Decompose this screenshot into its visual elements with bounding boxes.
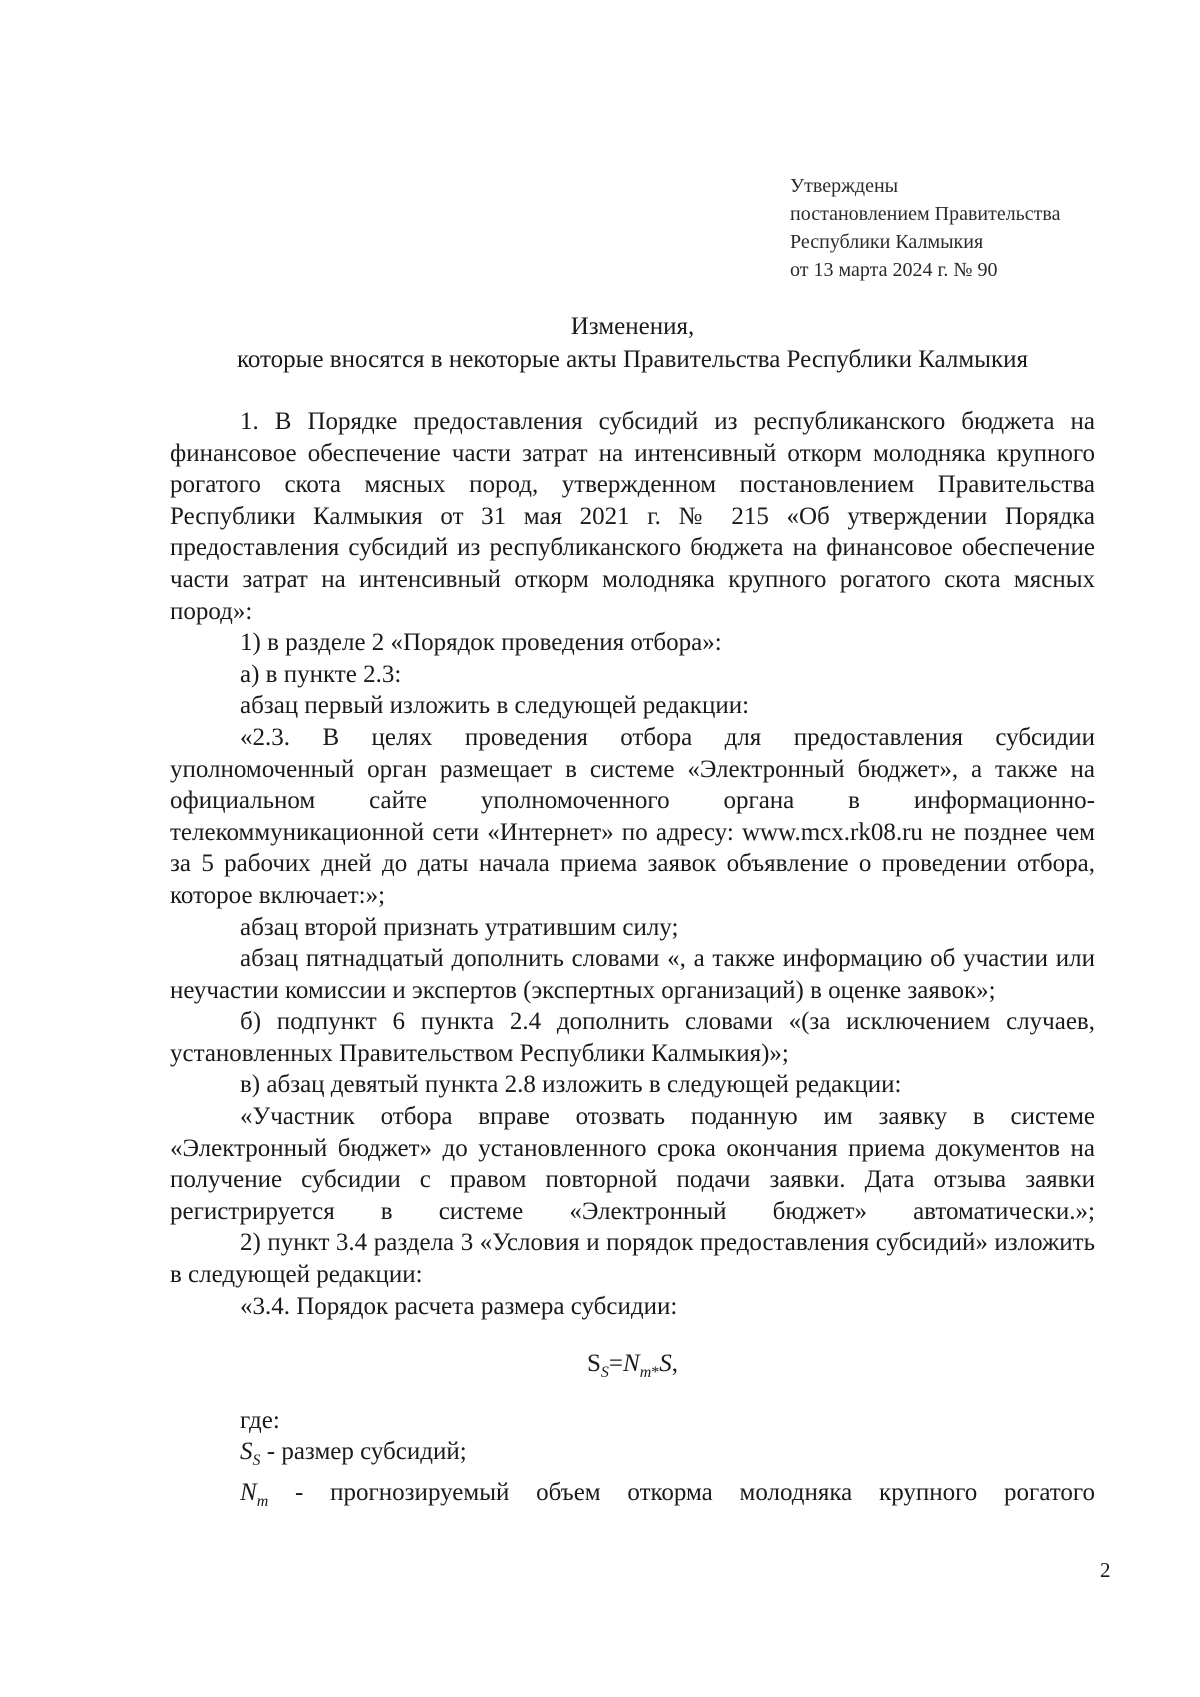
document-body bbox=[170, 406, 1095, 1518]
document-title bbox=[170, 310, 1095, 376]
title-line: которые вносятся в некоторые акты Правительства Республики Калмыкия bbox=[237, 346, 1028, 373]
paragraph: «2.3. В целях проведения отбора для предоставления субсидии уполномоченный орган размещает в системе «Электронный бюджет», а также на официальном сайте уполномоченного органа в информационно-телекоммуникационной сети «Интернет» по адресу: www.mcx.rk08.ru не позднее чем за 5 рабочих дней до даты начала приема заявок объявление о проведении отбора, которое включает:»; bbox=[170, 723, 1095, 909]
definition-subscript: m bbox=[256, 1493, 269, 1510]
definition-text: - размер субсидий; bbox=[260, 1438, 467, 1466]
page-number: 2 bbox=[1100, 1558, 1111, 1582]
formula-term: S bbox=[586, 1350, 601, 1378]
definition-text: - прогнозируемый объем откорма молодняка крупного рогатого bbox=[268, 1479, 1095, 1506]
formula-subscript: S bbox=[600, 1364, 609, 1382]
definition-symbol: N bbox=[240, 1479, 257, 1506]
formula-operator: * bbox=[651, 1364, 660, 1382]
paragraph: абзац пятнадцатый дополнить словами «, а также информацию об участии или неучастии комиссии и экспертов (экспертных организаций) в оценке заявок»; bbox=[170, 945, 1095, 1004]
formula-term: N bbox=[623, 1350, 640, 1378]
paragraph: 1) в разделе 2 «Порядок проведения отбора»: bbox=[240, 629, 722, 657]
definition-item bbox=[170, 1436, 1095, 1477]
formula-term: S bbox=[659, 1350, 672, 1378]
subsidy-formula bbox=[170, 1348, 1095, 1389]
formula-operator: = bbox=[608, 1350, 623, 1378]
formula-subscript: m bbox=[639, 1364, 652, 1382]
approval-block bbox=[790, 172, 1060, 284]
paragraph: а) в пункте 2.3: bbox=[240, 660, 402, 688]
approval-line: Республики Калмыкия bbox=[790, 231, 984, 253]
definition-subscript: S bbox=[252, 1452, 261, 1470]
approval-line: от 13 марта 2024 г. № 90 bbox=[790, 259, 998, 281]
paragraph: в) абзац девятый пункта 2.8 изложить в следующей редакции: bbox=[240, 1071, 902, 1099]
paragraph: абзац второй признать утратившим силу; bbox=[240, 913, 679, 941]
approval-line: Утверждены bbox=[790, 175, 899, 197]
definition-symbol: S bbox=[240, 1438, 253, 1466]
formula-punctuation: , bbox=[671, 1350, 678, 1378]
paragraph: б) подпункт 6 пункта 2.4 дополнить словами «(за исключением случаев, установленных Правительством Республики Калмыкия)»; bbox=[170, 1008, 1095, 1067]
paragraph: 2) пункт 3.4 раздела 3 «Условия и порядок предоставления субсидий» изложить в следующей редакции: bbox=[170, 1229, 1095, 1289]
paragraph: «Участник отбора вправе отозвать поданную им заявку в системе «Электронный бюджет» до установленного срока окончания приема документов на получение субсидии с правом повторной подачи заявки. Дата отзыва заявки регистрируется в системе «Электронный бюджет» автоматически.»; bbox=[170, 1103, 1095, 1225]
title-line: Изменения, bbox=[570, 313, 695, 340]
paragraph: 1. В Порядке предоставления субсидий из республиканского бюджета на финансовое обеспечение части затрат на интенсивный откорм молодняка крупного рогатого скота мясных пород, утвержденном постановлением Правительства Республики Калмыкия от 31 мая 2021 г. № 215 «Об утверждении Порядка предоставления субсидий из республиканского бюджета на финансовое обеспечение части затрат на интенсивный откорм молодняка крупного рогатого скота мясных пород»: bbox=[170, 408, 1095, 625]
where-label: где: bbox=[240, 1406, 280, 1434]
definition-item bbox=[170, 1477, 1095, 1518]
paragraph: «3.4. Порядок расчета размера субсидии: bbox=[240, 1292, 678, 1320]
approval-line: постановлением Правительства bbox=[790, 203, 1061, 225]
paragraph: абзац первый изложить в следующей редакции: bbox=[240, 692, 750, 720]
